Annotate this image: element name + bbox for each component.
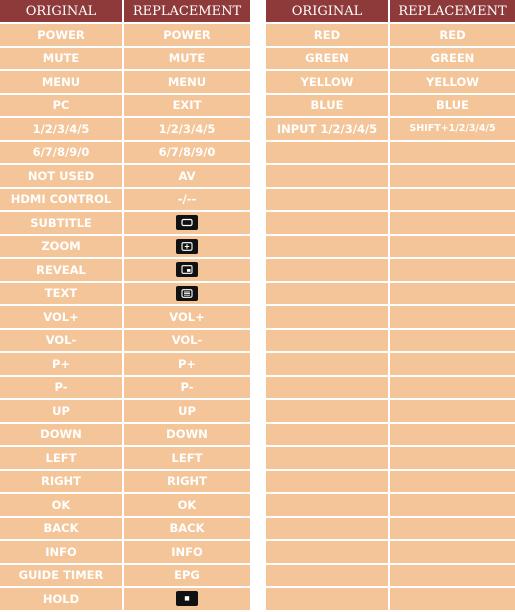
table-row xyxy=(0,518,250,542)
replacement-cell xyxy=(124,283,250,307)
replacement-cell: MUTE xyxy=(124,48,250,72)
table-row xyxy=(266,48,515,72)
table-row xyxy=(0,283,250,307)
original-cell: MENU xyxy=(0,71,124,95)
original-cell: RIGHT xyxy=(0,471,124,495)
original-cell: OK xyxy=(0,494,124,518)
original-cell: NOT USED xyxy=(0,165,124,189)
original-cell: VOL+ xyxy=(0,306,124,330)
original-cell: BLUE xyxy=(266,95,390,119)
original-cell: INPUT 1/2/3/4/5 xyxy=(266,118,390,142)
table-row xyxy=(0,424,250,448)
empty-row xyxy=(266,142,515,166)
empty-row xyxy=(266,565,515,589)
empty-row xyxy=(266,283,515,307)
replacement-cell: EXIT xyxy=(124,95,250,119)
replacement-cell: P- xyxy=(124,377,250,401)
replacement-cell: RED xyxy=(390,24,515,48)
original-cell: REVEAL xyxy=(0,259,124,283)
table-row xyxy=(0,330,250,354)
replacement-cell: INFO xyxy=(124,541,250,565)
empty-row xyxy=(266,377,515,401)
original-cell: 6/7/8/9/0 xyxy=(0,142,124,166)
left-mapping-table xyxy=(0,0,250,610)
replacement-cell: AV xyxy=(124,165,250,189)
empty-row xyxy=(266,518,515,542)
table-row xyxy=(0,71,250,95)
original-cell: INFO xyxy=(0,541,124,565)
replacement-cell xyxy=(124,236,250,260)
replacement-cell: LEFT xyxy=(124,447,250,471)
table-row xyxy=(0,494,250,518)
original-cell: RED xyxy=(266,24,390,48)
header-row xyxy=(266,0,515,24)
original-cell: 1/2/3/4/5 xyxy=(0,118,124,142)
table-row xyxy=(0,165,250,189)
replacement-cell: 6/7/8/9/0 xyxy=(124,142,250,166)
replacement-cell: VOL+ xyxy=(124,306,250,330)
table-row xyxy=(0,353,250,377)
zoom-key-icon xyxy=(176,239,198,254)
original-cell: HOLD xyxy=(0,588,124,610)
header-replacement: REPLACEMENT xyxy=(124,0,250,24)
empty-row xyxy=(266,588,515,610)
replacement-cell: UP xyxy=(124,400,250,424)
table-row xyxy=(0,471,250,495)
table-row xyxy=(0,212,250,236)
table-row xyxy=(266,95,515,119)
empty-row xyxy=(266,330,515,354)
table-row xyxy=(0,541,250,565)
empty-row xyxy=(266,541,515,565)
replacement-cell xyxy=(124,212,250,236)
hold-key-icon xyxy=(176,591,198,606)
empty-row xyxy=(266,471,515,495)
table-row xyxy=(0,306,250,330)
empty-row xyxy=(266,306,515,330)
table-row xyxy=(0,142,250,166)
header-replacement: REPLACEMENT xyxy=(390,0,515,24)
header-original: ORIGINAL xyxy=(0,0,124,24)
replacement-cell xyxy=(124,588,250,610)
table-row xyxy=(0,447,250,471)
replacement-cell: POWER xyxy=(124,24,250,48)
empty-row xyxy=(266,494,515,518)
original-cell: TEXT xyxy=(0,283,124,307)
replacement-cell: YELLOW xyxy=(390,71,515,95)
original-cell: ZOOM xyxy=(0,236,124,260)
original-cell: GUIDE TIMER xyxy=(0,565,124,589)
replacement-cell: BACK xyxy=(124,518,250,542)
replacement-cell: DOWN xyxy=(124,424,250,448)
table-row xyxy=(0,236,250,260)
empty-row xyxy=(266,353,515,377)
empty-row xyxy=(266,447,515,471)
empty-row xyxy=(266,165,515,189)
table-row xyxy=(0,565,250,589)
original-cell: LEFT xyxy=(0,447,124,471)
original-cell: P- xyxy=(0,377,124,401)
empty-row xyxy=(266,212,515,236)
replacement-cell: GREEN xyxy=(390,48,515,72)
text-key-icon xyxy=(176,286,198,301)
replacement-cell: OK xyxy=(124,494,250,518)
replacement-cell xyxy=(124,259,250,283)
empty-row xyxy=(266,236,515,260)
replacement-cell: 1/2/3/4/5 xyxy=(124,118,250,142)
reveal-key-icon xyxy=(176,262,198,277)
replacement-cell: SHIFT+1/2/3/4/5 xyxy=(390,118,515,142)
table-row xyxy=(0,377,250,401)
original-cell: PC xyxy=(0,95,124,119)
replacement-cell: BLUE xyxy=(390,95,515,119)
empty-row xyxy=(266,259,515,283)
subtitle-key-icon xyxy=(176,215,198,230)
replacement-cell: VOL- xyxy=(124,330,250,354)
header-row xyxy=(0,0,250,24)
table-row xyxy=(0,259,250,283)
original-cell: POWER xyxy=(0,24,124,48)
table-row xyxy=(0,95,250,119)
replacement-cell: MENU xyxy=(124,71,250,95)
table-row xyxy=(266,24,515,48)
empty-row xyxy=(266,424,515,448)
original-cell: P+ xyxy=(0,353,124,377)
empty-row xyxy=(266,400,515,424)
right-mapping-table xyxy=(266,0,515,610)
table-row xyxy=(0,588,250,610)
replacement-cell: P+ xyxy=(124,353,250,377)
original-cell: UP xyxy=(0,400,124,424)
original-cell: HDMI CONTROL xyxy=(0,189,124,213)
original-cell: YELLOW xyxy=(266,71,390,95)
header-original: ORIGINAL xyxy=(266,0,390,24)
table-row xyxy=(0,48,250,72)
table-row xyxy=(0,189,250,213)
table-row xyxy=(266,118,515,142)
table-row xyxy=(0,400,250,424)
table-row xyxy=(0,118,250,142)
empty-row xyxy=(266,189,515,213)
table-row xyxy=(266,71,515,95)
replacement-cell: EPG xyxy=(124,565,250,589)
replacement-cell: -/-- xyxy=(124,189,250,213)
original-cell: SUBTITLE xyxy=(0,212,124,236)
original-cell: VOL- xyxy=(0,330,124,354)
table-row xyxy=(0,24,250,48)
original-cell: MUTE xyxy=(0,48,124,72)
original-cell: GREEN xyxy=(266,48,390,72)
original-cell: BACK xyxy=(0,518,124,542)
replacement-cell: RIGHT xyxy=(124,471,250,495)
original-cell: DOWN xyxy=(0,424,124,448)
